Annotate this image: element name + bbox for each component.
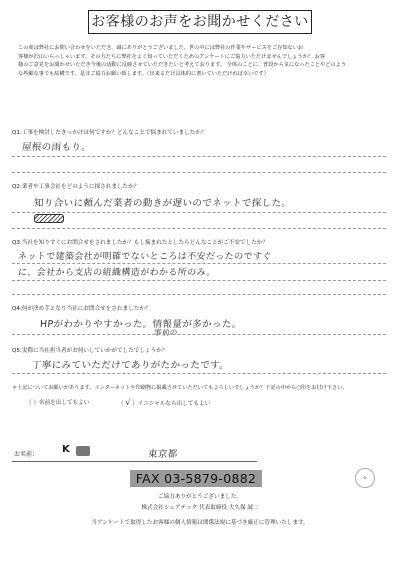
answer-rule xyxy=(12,263,386,264)
answer-rule xyxy=(12,294,386,295)
intro-text xyxy=(18,44,384,78)
crossed-out-scribble xyxy=(34,214,64,223)
customer-city: 東京都 xyxy=(147,449,178,460)
answer-3-line-2: に、会社から支店の組織構造がわかる所のみ。 xyxy=(17,268,217,278)
customer-initial: K xyxy=(62,444,70,455)
answer-4-line: HPがわかりやすかった。情報量が多かった。 xyxy=(39,319,243,330)
checkmark: √ xyxy=(125,398,131,407)
footer-privacy: 当アンケートで取得したお客様の個人情報は関係法規に基づき厳正に管理いたします。 xyxy=(91,520,309,526)
choice-label: 名前を出してもよい xyxy=(38,400,90,406)
answer-rule xyxy=(12,172,386,173)
answer-rule xyxy=(12,334,386,335)
answer-1-line: 屋根の雨もり。 xyxy=(21,142,92,153)
footer-company: 株式会社シェアテック 代表取締役 大久保 誠二 xyxy=(141,505,259,511)
company-stamp-icon: ✿ xyxy=(355,468,375,488)
name-label: お名前： xyxy=(14,451,39,458)
answer-rule xyxy=(12,212,386,213)
choice-bracket-open: （ xyxy=(26,400,34,406)
question-5-label: Q5:実際に当社担当者がお伺いしていかがでしたでしょうか？ xyxy=(12,348,168,354)
page-title: お客様のお声をお聞かせください xyxy=(88,10,312,34)
answer-4-insert: 事前の xyxy=(153,328,179,337)
choice-full-name[interactable] xyxy=(26,398,89,406)
intro-line: な些細な事でも結構です。是非ご協力お願い致します。（出来るだけ具体的に書いていただければ幸いです） xyxy=(18,70,269,77)
choice-bracket-close: ） xyxy=(130,401,138,407)
answer-3-line-1: ネットで建築会社が明確でないところは不安だったのですぐ xyxy=(17,252,273,262)
choice-label: イニシャルなら出してもよい xyxy=(137,401,211,407)
redacted-name xyxy=(76,446,90,456)
answer-rule xyxy=(12,156,386,157)
answer-rule xyxy=(12,373,386,374)
intro-line: この度は弊社にお問い合わせをいただき、誠にありがとうございました。世の中には弊社の作業やサービスをご存知ないお xyxy=(18,45,304,51)
choice-bracket-close: ） xyxy=(33,400,39,406)
consent-note: ＊上記についてお願いがあります。インターネットや印刷物に掲載させていただいてもよろしいでしょうか？下記の中から○印をお付け下さい。 xyxy=(12,385,348,391)
choice-initials[interactable] xyxy=(118,398,210,407)
intro-line: 様のご意見をお聞かせいただき今後の活動に反映させていただきたいと考えております。 全体のことに、普段から気になったことやどのよう xyxy=(18,62,347,69)
signature-underline xyxy=(12,461,257,462)
question-3-label: Q3:当社を知りすぐにお問合せをされましたか？もし悩まれたとしたらどんなことがご不安でしたか？ xyxy=(12,240,268,246)
answer-rule xyxy=(12,280,386,281)
answer-2-line: 知り合いに頼んだ業者の動きが遅いのでネットで探した。 xyxy=(33,198,292,209)
question-4-label: Q4:何が決め手となり当社にお問合せをされましたか？ xyxy=(12,306,151,312)
answer-5-line: 丁寧にみていただけてありがたかったです。 xyxy=(31,360,230,371)
intro-line: 客様が沢山いらっしゃいます。その方たちに弊社をよく知っていただくためのアンケートにご協力いただけませんでしょうか？ お客 xyxy=(18,53,325,60)
footer-thanks: ご協力ありがとうございました。 xyxy=(158,494,242,500)
choice-bracket-open: （ xyxy=(118,401,126,407)
answer-rule xyxy=(12,228,386,229)
question-2-label: Q2:業者や工事会社をどのように探されましたか？ xyxy=(12,184,140,190)
question-1-label: Q1:工事を検討したきっかけは何ですか？どんなことで悩まれていましたか？ xyxy=(12,130,207,136)
fax-number: FAX 03-5879-0882 xyxy=(130,470,262,487)
